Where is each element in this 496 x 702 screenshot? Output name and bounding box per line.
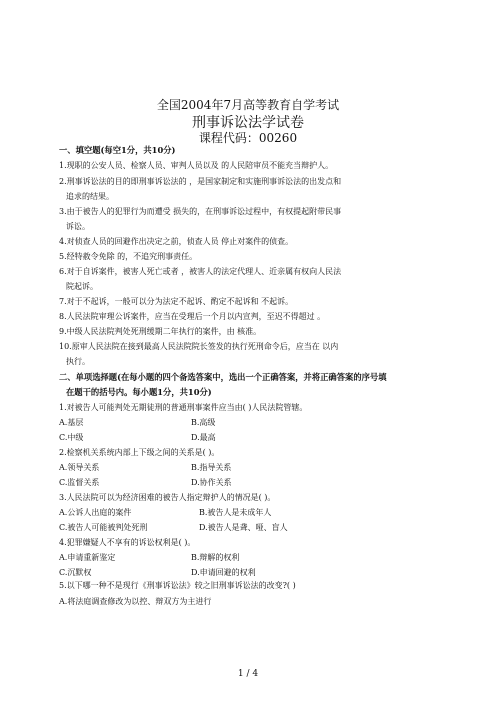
course-code: 课程代码：00260 — [198, 131, 298, 145]
options-row — [59, 522, 439, 533]
section1-heading: 一、填空题(每空1分，共10分) — [59, 145, 176, 155]
option-b: B.被告人是未成年人 — [199, 508, 272, 517]
options-row — [59, 462, 439, 473]
option-a: A.领导关系 — [59, 463, 100, 472]
option-a: A.公诉人出庭的案件 — [59, 508, 132, 517]
s1-line: 2.刑事诉讼法的目的即刑事诉讼法的 ，是国家制定和实施刑事诉讼法的出发点和 — [59, 177, 342, 186]
option-a: A.申请重新鉴定 — [59, 553, 116, 562]
option-d: D.申请回避的权利 — [191, 568, 256, 577]
section2-heading: 二、单项选择题(在每小题的四个备选答案中，选出一个正确答案，并将正确答案的序号填 — [59, 372, 387, 382]
question-stem: 5.以下哪一种不是现行《刑事诉讼法》较之旧刑事诉讼法的改变?( ) — [59, 581, 296, 590]
option-d: D.协作关系 — [191, 478, 232, 487]
s1-line: 6.对于自诉案件，被害人死亡或者 ，被害人的法定代理人、近亲属有权向人民法 — [59, 267, 342, 276]
s1-line: 1.现职的公安人员、检察人员、审判人员以及 的人民陪审员不能充当辩护人。 — [59, 161, 334, 170]
option-a: A.基层 — [59, 418, 84, 427]
page-number: 1 / 4 — [237, 669, 259, 679]
options-row — [59, 567, 439, 578]
section2-heading-cont: 在题干的括号内。每小题1分，共10分) — [66, 387, 212, 397]
s1-line: 5.经特赦令免除 的，不追究刑事责任。 — [59, 252, 198, 261]
options-row — [59, 432, 439, 443]
options-row — [59, 507, 439, 518]
exam-header: 全国2004年7月高等教育自学考试 — [156, 98, 340, 112]
option-c: C.被告人可能被判处死刑 — [59, 523, 148, 532]
question-stem: 4.犯罪嫌疑人不享有的诉讼权利是( )。 — [59, 538, 196, 547]
s1-line: 追求的结果。 — [66, 192, 114, 201]
option-b: B.辩解的权利 — [191, 553, 240, 562]
s1-line: 7.对于不起诉，一般可以分为法定不起诉、酌定不起诉和 不起诉。 — [59, 297, 294, 306]
s1-line: 执行。 — [66, 357, 90, 366]
option-c: C.沉默权 — [59, 568, 92, 577]
s1-line: 8.人民法院审理公诉案件，应当在受理后一个月以内宣判，至迟不得超过 。 — [59, 312, 326, 321]
options-row — [59, 552, 439, 563]
option-d: D.被告人是聋、哑、盲人 — [199, 523, 288, 532]
question-stem: 1.对被告人可能判处无期徒刑的普通刑事案件应当由( )人民法院管辖。 — [59, 403, 308, 412]
s1-line: 院起诉。 — [66, 282, 98, 291]
option-a: A.将法庭调查修改为以控、辩双方为主进行 — [59, 597, 212, 606]
s1-line: 4.对侦查人员的回避作出决定之前，侦查人员 停止对案件的侦查。 — [59, 237, 294, 246]
question-stem: 3.人民法院可以为经济困难的被告人指定辩护人的情况是( )。 — [59, 493, 276, 502]
option-c: C.监督关系 — [59, 478, 100, 487]
exam-title: 刑事诉讼法学试卷 — [192, 115, 304, 131]
s1-line: 10.原审人民法院在接到最高人民法院院长签发的执行死刑命令后，应当在 以内 — [59, 342, 339, 351]
s1-line: 9.中级人民法院判处死刑缓期二年执行的案件，由 核准。 — [59, 327, 262, 336]
question-stem: 2.检察机关系统内部上下级之间的关系是( )。 — [59, 448, 220, 457]
options-row — [59, 417, 439, 428]
option-b: B.高级 — [191, 418, 216, 427]
options-row — [59, 477, 439, 488]
s1-line: 诉讼。 — [66, 222, 90, 231]
option-d: D.最高 — [191, 433, 216, 442]
option-c: C.中级 — [59, 433, 84, 442]
option-b: B.指导关系 — [191, 463, 232, 472]
s1-line: 3.由于被告人的犯罪行为而遭受 损失的，在刑事诉讼过程中，有权提起附带民事 — [59, 207, 342, 216]
